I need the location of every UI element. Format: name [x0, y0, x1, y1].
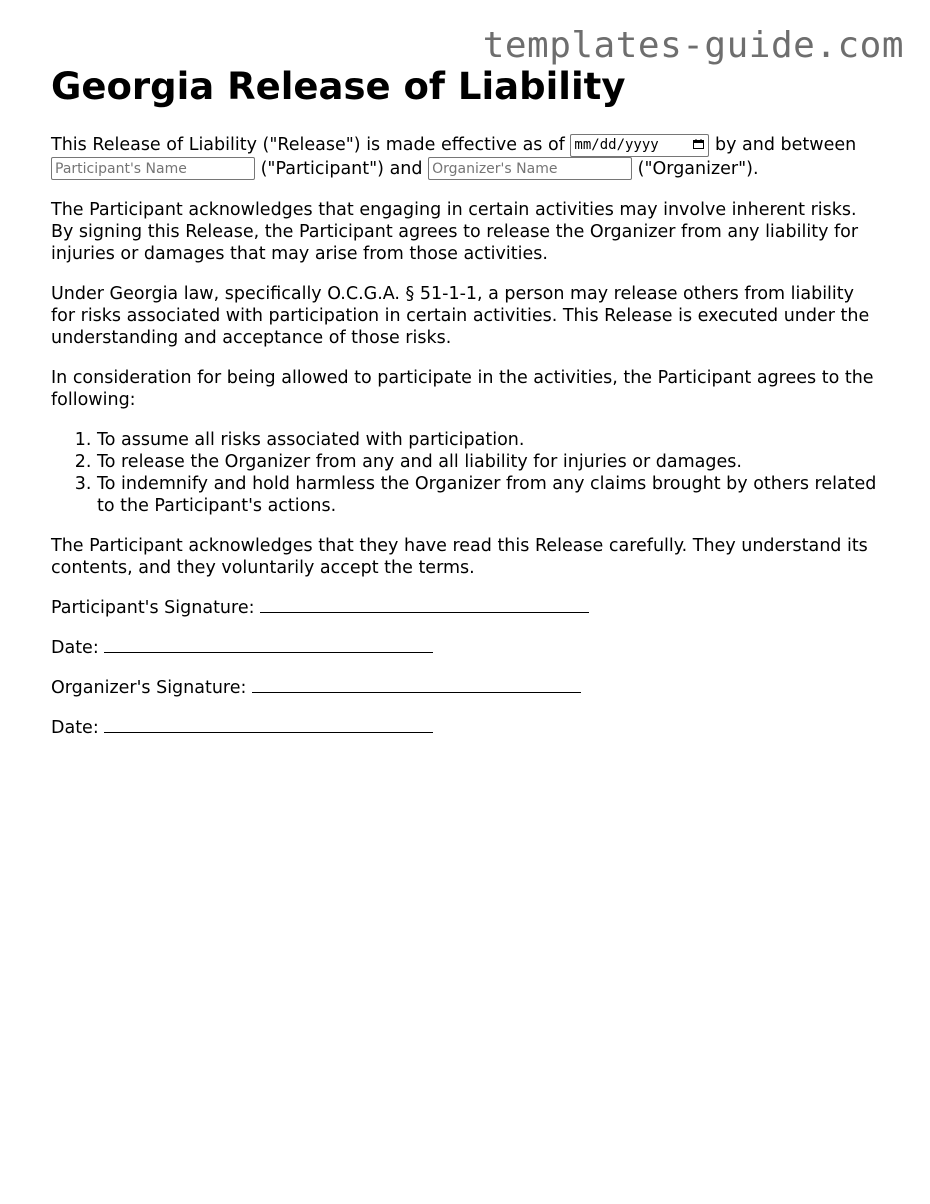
- organizer-date-row: [51, 717, 881, 739]
- participant-date-line[interactable]: [104, 638, 433, 653]
- list-item: 3. To indemnify and hold harmless the Organizer from any claims brought by others related to the Participant's actions.: [97, 473, 881, 517]
- participant-signature-label: Participant's Signature:: [51, 597, 255, 618]
- participant-date-row: [51, 637, 881, 659]
- organizer-date-line[interactable]: [104, 718, 433, 733]
- document-title: Georgia Release of Liability: [51, 65, 626, 108]
- organizer-signature-label: Organizer's Signature:: [51, 677, 247, 698]
- participant-name-input[interactable]: [51, 157, 255, 180]
- intro-text-1: This Release of Liability ("Release") is made effective as of: [51, 134, 565, 155]
- intro-paragraph: [51, 133, 881, 181]
- participant-date-label: Date:: [51, 637, 99, 658]
- watermark: templates-guide.com: [482, 25, 904, 66]
- signature-section: [51, 597, 881, 739]
- closing-paragraph: The Participant acknowledges that they have read this Release carefully. They understand its contents, and they voluntarily accept the terms.: [51, 535, 868, 578]
- date-placeholder: mm/dd/yyyy: [574, 136, 659, 153]
- georgia-law-paragraph: Under Georgia law, specifically O.C.G.A. § 51-1-1, a person may release others from liability for risks associated with participation in certain activities. This Release is executed under the understanding and acceptance of those risks.: [51, 283, 870, 348]
- participant-signature-row: [51, 597, 881, 619]
- organizer-signature-line[interactable]: [252, 678, 581, 693]
- consideration-paragraph: In consideration for being allowed to participate in the activities, the Participant agrees to the following:: [51, 367, 874, 410]
- list-item: 2. To release the Organizer from any and all liability for injuries or damages.: [97, 451, 881, 473]
- organizer-date-label: Date:: [51, 717, 99, 738]
- effective-date-input[interactable]: [570, 134, 709, 157]
- participant-signature-line[interactable]: [260, 598, 589, 613]
- intro-text-3: ("Participant") and: [260, 158, 423, 179]
- terms-list: [51, 429, 881, 517]
- intro-text-4: ("Organizer").: [637, 158, 759, 179]
- calendar-icon[interactable]: [693, 139, 704, 149]
- document-page: [51, 66, 881, 757]
- organizer-signature-row: [51, 677, 881, 699]
- list-item: 1. To assume all risks associated with participation.: [97, 429, 881, 451]
- intro-text-2: by and between: [715, 134, 857, 155]
- risk-acknowledgement-paragraph: The Participant acknowledges that engaging in certain activities may involve inherent risks. By signing this Release, the Participant agrees to release the Organizer from any liability for injuries or damages that may arise from those activities.: [51, 199, 859, 264]
- organizer-name-input[interactable]: [428, 157, 632, 180]
